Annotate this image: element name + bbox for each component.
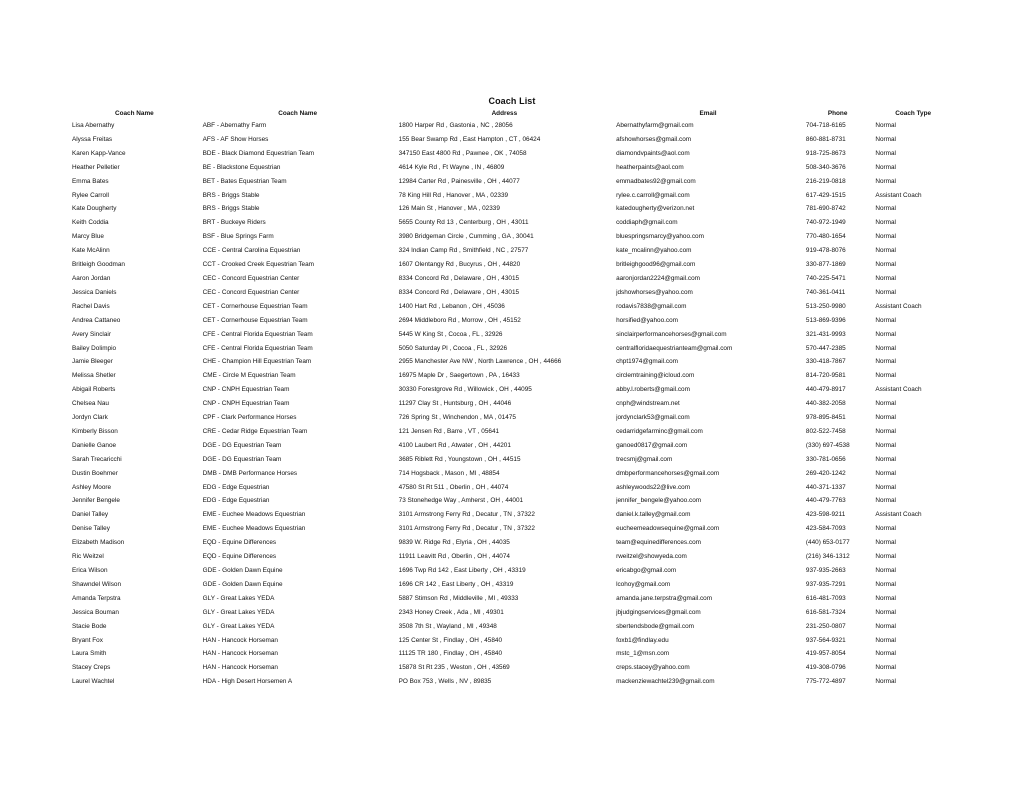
coach-type-cell: Normal	[875, 455, 896, 463]
coach-type-cell: Normal	[875, 594, 896, 602]
page-title: Coach List	[488, 96, 536, 106]
phone-cell: 440-382-2058	[805, 400, 846, 408]
table-row	[66, 606, 951, 620]
address-cell: 16975 Maple Dr , Saegertown , PA , 16433	[398, 372, 520, 380]
address-cell: 5887 Stimson Rd , Middleville , MI , 49333	[398, 594, 519, 602]
email-cell: dmbperformancehorses@gmail.com	[616, 469, 720, 477]
team-cell: BRS - Briggs Stable	[202, 205, 260, 213]
table-row	[66, 481, 951, 495]
phone-cell: 419-308-0796	[805, 664, 846, 672]
phone-cell: 740-361-0411	[805, 288, 846, 296]
coach-name-cell: Jordyn Clark	[72, 414, 108, 422]
address-cell: 9839 W. Ridge Rd , Elyria , OH , 44035	[398, 539, 510, 547]
coach-type-cell: Assistant Coach	[875, 511, 922, 519]
phone-cell: 781-690-8742	[805, 205, 846, 213]
email-cell: sbertendsbode@gmail.com	[616, 622, 694, 630]
email-cell: aaronjordan2224@gmail.com	[616, 274, 700, 282]
phone-cell: 419-957-8054	[805, 650, 846, 658]
email-cell: diamondvpaints@aol.com	[616, 149, 690, 157]
col-header-address: Address	[491, 110, 518, 117]
address-cell: 8334 Concord Rd , Delaware , OH , 43015	[398, 274, 520, 282]
phone-cell: 919-478-8076	[805, 247, 846, 255]
coach-type-cell: Normal	[875, 497, 896, 505]
team-cell: BE - Blackstone Equestrian	[202, 163, 281, 171]
team-cell: CNP - CNPH Equestrian Team	[202, 386, 290, 394]
coach-type-cell: Normal	[875, 316, 896, 324]
team-cell: CME - Circle M Equestrian Team	[202, 372, 296, 380]
email-cell: mackenziewachtel239@gmail.com	[616, 678, 715, 686]
email-cell: jdshowhorses@yahoo.com	[616, 288, 693, 296]
coach-name-cell: Melissa Shetler	[72, 372, 116, 380]
coach-type-cell: Normal	[875, 274, 896, 282]
coach-type-cell: Normal	[875, 135, 896, 143]
table-row	[66, 550, 951, 564]
address-cell: 1800 Harper Rd , Gastonia , NC , 28056	[398, 122, 513, 129]
coach-name-cell: Andrea Cattaneo	[72, 316, 121, 324]
coach-type-cell: Normal	[875, 553, 896, 561]
team-cell: GDE - Golden Dawn Equine	[202, 567, 283, 574]
coach-name-cell: Erica Wilson	[72, 567, 108, 574]
coach-type-cell: Normal	[875, 427, 896, 435]
team-cell: GDE - Golden Dawn Equine	[202, 580, 283, 588]
table-row	[66, 216, 951, 230]
table-row	[66, 536, 951, 550]
table-row	[66, 272, 951, 286]
table-row	[66, 592, 951, 606]
address-cell: 3980 Bridgeman Circle , Cumming , GA , 30041	[398, 233, 534, 241]
email-cell: trecsmj@gmail.com	[616, 455, 673, 463]
address-cell: 1696 Twp Rd 142 , East Liberty , OH , 43319	[398, 567, 526, 574]
address-cell: 5445 W King St , Cocoa , FL , 32926	[398, 330, 503, 338]
coach-name-cell: Sarah Trecaricchi	[72, 455, 122, 463]
phone-cell: 616-481-7093	[805, 594, 846, 602]
email-cell: daniel.k.talley@gmail.com	[616, 511, 691, 519]
coach-name-cell: Stacey Creps	[72, 664, 111, 672]
phone-cell: 330-877-1869	[805, 261, 846, 269]
team-cell: ABF - Abernathy Farm	[202, 122, 267, 129]
address-cell: 12984 Carter Rd , Painesville , OH , 44077	[398, 177, 520, 185]
coach-type-cell: Assistant Coach	[875, 191, 922, 199]
team-cell: CRE - Cedar Ridge Equestrian Team	[202, 427, 308, 435]
address-cell: 121 Jensen Rd , Barre , VT , 05641	[398, 427, 500, 435]
coach-name-cell: Ashley Moore	[72, 483, 112, 491]
table-row	[66, 397, 951, 411]
address-cell: 73 Stonehedge Way , Amherst , OH , 44001	[398, 497, 524, 505]
email-cell: ericabgo@gmail.com	[616, 567, 677, 574]
coach-type-cell: Normal	[875, 469, 896, 477]
coach-name-cell: Elizabeth Madison	[72, 539, 125, 547]
address-cell: 714 Hogsback , Mason , MI , 48854	[398, 469, 500, 477]
team-cell: GLY - Great Lakes YEDA	[202, 622, 275, 630]
coach-name-cell: Kate McAlinn	[72, 247, 110, 255]
col-header-team-name: Coach Name	[278, 110, 317, 117]
coach-type-cell: Normal	[875, 400, 896, 408]
address-cell: 324 Indian Camp Rd , Smithfield , NC , 27577	[398, 247, 529, 255]
team-cell: EQD - Equine Differences	[202, 553, 277, 561]
email-cell: kate_mcalinn@yahoo.com	[616, 247, 692, 255]
coach-type-cell: Normal	[875, 441, 896, 449]
address-cell: 4614 Kyle Rd , Ft Wayne , IN , 46809	[398, 163, 505, 171]
team-cell: CCT - Crooked Creek Equestrian Team	[202, 261, 314, 269]
coach-table	[66, 108, 951, 689]
team-cell: CET - Cornerhouse Equestrian Team	[202, 316, 308, 324]
table-row	[66, 355, 951, 369]
phone-cell: 513-869-9396	[805, 316, 846, 324]
coach-name-cell: Laurel Wachtel	[72, 678, 115, 686]
coach-name-cell: Marcy Blue	[72, 233, 104, 241]
coach-type-cell: Normal	[875, 205, 896, 213]
table-row	[66, 161, 951, 175]
coach-name-cell: Jessica Daniels	[72, 288, 117, 296]
table-row	[66, 522, 951, 536]
address-cell: 347150 East 4800 Rd , Pawnee , OK , 74058	[398, 149, 527, 157]
phone-cell: 775-772-4897	[805, 678, 846, 686]
coach-name-cell: Abigail Roberts	[72, 386, 116, 394]
table-row	[66, 383, 951, 397]
address-cell: 3508 7th St , Wayland , MI , 49348	[398, 622, 497, 630]
address-cell: 11297 Clay St , Huntsburg , OH , 44046	[398, 400, 512, 408]
email-cell: jordynclark53@gmail.com	[616, 414, 690, 422]
coach-type-cell: Normal	[875, 567, 896, 574]
team-cell: BET - Bates Equestrian Team	[202, 177, 287, 185]
coach-name-cell: Rachel Davis	[72, 302, 110, 310]
coach-type-cell: Normal	[875, 650, 896, 658]
phone-cell: 740-972-1949	[805, 219, 846, 227]
team-cell: CPF - Clark Performance Horses	[202, 414, 297, 422]
table-row	[66, 119, 951, 133]
team-cell: CFE - Central Florida Equestrian Team	[202, 330, 313, 338]
phone-cell: 440-479-7763	[805, 497, 846, 505]
address-cell: 8334 Concord Rd , Delaware , OH , 43015	[398, 288, 520, 296]
coach-type-cell: Normal	[875, 330, 896, 338]
address-cell: 2694 Middleboro Rd , Morrow , OH , 45152	[398, 316, 521, 324]
email-cell: ashleywoods22@live.com	[616, 483, 691, 491]
coach-type-cell: Normal	[875, 288, 896, 296]
table-row	[66, 634, 951, 648]
phone-cell: 440-371-1337	[805, 483, 846, 491]
table-row	[66, 411, 951, 425]
team-cell: CEC - Concord Equestrian Center	[202, 274, 300, 282]
coach-name-cell: Lisa Abernathy	[72, 122, 115, 129]
team-cell: BRS - Briggs Stable	[202, 191, 260, 199]
coach-name-cell: Heather Pelletier	[72, 163, 120, 171]
email-cell: foxb1@findlay.edu	[616, 636, 669, 644]
email-cell: cedarridgefarminc@gmail.com	[616, 427, 703, 435]
coach-type-cell: Normal	[875, 247, 896, 255]
coach-type-cell: Normal	[875, 261, 896, 269]
team-cell: DGE - DG Equestrian Team	[202, 455, 282, 463]
coach-name-cell: Bailey Dolimpio	[72, 344, 117, 352]
coach-name-cell: Aaron Jordan	[72, 274, 111, 282]
coach-name-cell: Bryant Fox	[72, 636, 103, 644]
table-row	[66, 467, 951, 481]
coach-name-cell: Shawndel Wilson	[72, 580, 122, 588]
address-cell: 15878 St Rt 235 , Weston , OH , 43569	[398, 664, 510, 672]
phone-cell: 937-935-2663	[805, 567, 846, 574]
team-cell: EDG - Edge Equestrian	[202, 483, 270, 491]
coach-type-cell: Normal	[875, 622, 896, 630]
col-header-coach-name: Coach Name	[114, 110, 154, 117]
phone-cell: 616-581-7324	[805, 608, 846, 616]
address-cell: 11911 Leavitt Rd , Oberlin , OH , 44074	[398, 553, 510, 561]
email-cell: coddiaph@gmail.com	[616, 219, 678, 227]
coach-type-cell: Normal	[875, 149, 896, 157]
coach-type-cell: Normal	[875, 483, 896, 491]
coach-type-cell: Normal	[875, 372, 896, 380]
coach-name-cell: Alyssa Freitas	[72, 135, 113, 143]
email-cell: circlemtraining@icloud.com	[616, 372, 695, 380]
coach-type-cell: Normal	[875, 358, 896, 366]
phone-cell: 802-522-7458	[805, 427, 846, 435]
table-body	[66, 119, 951, 689]
team-cell: AFS - AF Show Horses	[202, 135, 269, 143]
address-cell: 11125 TR 180 , Findlay , OH , 45840	[398, 650, 503, 658]
col-header-phone: Phone	[827, 110, 848, 117]
email-cell: Abernathyfarm@gmail.com	[616, 122, 694, 129]
table-row	[66, 620, 951, 634]
coach-name-cell: Daniel Talley	[72, 511, 109, 519]
coach-name-cell: Keith Coddia	[72, 219, 109, 227]
table-row	[66, 675, 951, 689]
email-cell: bluespringsmarcy@yahoo.com	[616, 233, 704, 241]
coach-name-cell: Jessica Bouman	[72, 608, 119, 616]
table-row	[66, 369, 951, 383]
address-cell: 126 Main St , Hanover , MA , 02339	[398, 205, 500, 213]
email-cell: jbjudgingservices@gmail.com	[616, 608, 701, 616]
address-cell: 1696 CR 142 , East Liberty , OH , 43319	[398, 580, 514, 588]
coach-type-cell: Normal	[875, 414, 896, 422]
team-cell: EDG - Edge Equestrian	[202, 497, 270, 505]
coach-type-cell: Normal	[875, 122, 896, 129]
coach-name-cell: Ric Weitzel	[72, 553, 104, 561]
team-cell: CFE - Central Florida Equestrian Team	[202, 344, 313, 352]
coach-name-cell: Laura Smith	[72, 650, 107, 658]
team-cell: CCE - Central Carolina Equestrian	[202, 247, 301, 255]
team-cell: HAN - Hancock Horseman	[202, 650, 278, 658]
team-cell: EQD - Equine Differences	[202, 539, 277, 547]
table-row	[66, 286, 951, 300]
table-row	[66, 314, 951, 328]
table-row	[66, 564, 951, 578]
phone-cell: 740-225-5471	[805, 274, 846, 282]
coach-type-cell: Normal	[875, 177, 896, 185]
address-cell: 125 Center St , Findlay , OH , 45840	[398, 636, 503, 644]
coach-name-cell: Chelsea Nau	[72, 400, 109, 408]
table-row	[66, 133, 951, 147]
coach-type-cell: Normal	[875, 580, 896, 588]
table-row	[66, 578, 951, 592]
email-cell: lcohoy@gmail.com	[616, 580, 671, 588]
phone-cell: 937-564-9321	[805, 636, 846, 644]
coach-name-cell: Stacie Bode	[72, 622, 107, 630]
coach-name-cell: Amanda Terpstra	[72, 594, 121, 602]
team-cell: DGE - DG Equestrian Team	[202, 441, 282, 449]
coach-name-cell: Britleigh Goodman	[72, 261, 125, 269]
table-row	[66, 202, 951, 216]
team-cell: CHE - Champion Hill Equestrian Team	[202, 358, 312, 366]
address-cell: 78 King Hill Rd , Hanover , MA , 02339	[398, 191, 509, 199]
coach-type-cell: Normal	[875, 608, 896, 616]
email-cell: mstc_1@msn.com	[616, 650, 670, 658]
phone-cell: 440-479-8917	[805, 386, 846, 394]
table-row	[66, 328, 951, 342]
address-cell: 1400 Hart Rd , Lebanon , OH , 45036	[398, 302, 505, 310]
col-header-coach-type: Coach Type	[895, 110, 932, 117]
table-row	[66, 494, 951, 508]
coach-name-cell: Avery Sinclair	[72, 330, 111, 338]
email-cell: creps.stacey@yahoo.com	[616, 664, 690, 672]
email-cell: cnph@windstream.net	[616, 400, 680, 408]
address-cell: 3101 Armstrong Ferry Rd , Decatur , TN , 37322	[398, 525, 535, 533]
table-row	[66, 647, 951, 661]
phone-cell: 513-250-9980	[805, 302, 846, 310]
email-cell: jennifer_bengele@yahoo.com	[616, 497, 702, 505]
table-row	[66, 661, 951, 675]
email-cell: britleighgood96@gmail.com	[616, 261, 696, 269]
phone-cell: (216) 346-1312	[805, 553, 850, 561]
address-cell: 1607 Olentangy Rd , Bucyrus , OH , 44820	[398, 261, 521, 269]
coach-name-cell: Karen Kapp-Vance	[72, 149, 126, 157]
table-row	[66, 189, 951, 203]
coach-type-cell: Normal	[875, 678, 896, 686]
team-cell: GLY - Great Lakes YEDA	[202, 594, 275, 602]
phone-cell: 617-429-1515	[805, 191, 846, 199]
table-row	[66, 453, 951, 467]
phone-cell: 570-447-2385	[805, 344, 846, 352]
email-cell: rweitzel@showyeda.com	[616, 553, 687, 561]
coach-type-cell: Assistant Coach	[875, 386, 922, 394]
address-cell: 5655 County Rd 13 , Centerburg , OH , 43011	[398, 219, 529, 227]
phone-cell: 231-250-0807	[805, 622, 846, 630]
table-row	[66, 175, 951, 189]
email-cell: katedougherty@verizon.net	[616, 205, 695, 213]
phone-cell: 269-420-1242	[805, 469, 846, 477]
coach-name-cell: Jamie Bleeger	[72, 358, 113, 366]
email-cell: rylee.c.carroll@gmail.com	[616, 191, 690, 199]
coach-type-cell: Normal	[875, 664, 896, 672]
team-cell: DMB - DMB Performance Horses	[202, 469, 298, 477]
email-cell: afshowhorses@gmail.com	[616, 135, 692, 143]
coach-name-cell: Danielle Ganoe	[72, 441, 117, 449]
team-cell: BRT - Buckeye Riders	[202, 219, 266, 227]
table-row	[66, 439, 951, 453]
team-cell: HDA - High Desert Horsemen A	[202, 678, 293, 686]
phone-cell: 330-781-0656	[805, 455, 846, 463]
phone-cell: 508-340-3676	[805, 163, 846, 171]
address-cell: 4100 Laubert Rd , Atwater , OH , 44201	[398, 441, 511, 449]
address-cell: 3685 Riblett Rd , Youngstown , OH , 44515	[398, 455, 521, 463]
address-cell: 30330 Forestgrove Rd , Willowick , OH , 44095	[398, 386, 532, 394]
email-cell: heatherpaints@aol.com	[616, 163, 684, 171]
team-cell: HAN - Hancock Horseman	[202, 636, 278, 644]
table-row	[66, 244, 951, 258]
team-cell: EME - Euchee Meadows Equestrian	[202, 525, 306, 533]
team-cell: CEC - Concord Equestrian Center	[202, 288, 300, 296]
address-cell: PO Box 753 , Wells , NV , 89835	[398, 678, 492, 686]
phone-cell: 937-935-7291	[805, 580, 846, 588]
phone-cell: 330-418-7867	[805, 358, 846, 366]
coach-type-cell: Normal	[875, 219, 896, 227]
coach-type-cell: Normal	[875, 636, 896, 644]
email-cell: chpt1974@gmail.com	[616, 358, 678, 366]
coach-name-cell: Dustin Boehmer	[72, 469, 118, 477]
coach-type-cell: Normal	[875, 525, 896, 533]
coach-type-cell: Normal	[875, 344, 896, 352]
col-header-email: Email	[699, 110, 717, 117]
email-cell: team@equinedifferences.com	[616, 539, 701, 547]
phone-cell: 918-725-8673	[805, 149, 846, 157]
address-cell: 2955 Manchester Ave NW , North Lawrence , OH , 44666	[398, 358, 562, 366]
phone-cell: 423-584-7093	[805, 525, 846, 533]
table-row	[66, 230, 951, 244]
email-cell: centralfloridaequestrianteam@gmail.com	[616, 344, 733, 352]
phone-cell: 978-895-8451	[805, 414, 846, 422]
coach-name-cell: Kimberly Bisson	[72, 427, 118, 435]
team-cell: BDE - Black Diamond Equestrian Team	[202, 149, 315, 157]
email-cell: amanda.jane.terpstra@gmail.com	[616, 594, 713, 602]
team-cell: EME - Euchee Meadows Equestrian	[202, 511, 306, 519]
address-cell: 5050 Saturday Pl , Cocoa , FL , 32926	[398, 344, 508, 352]
table-row	[66, 508, 951, 522]
phone-cell: 770-480-1654	[805, 233, 846, 241]
team-cell: HAN - Hancock Horseman	[202, 664, 278, 672]
email-cell: emmadbates92@gmail.com	[616, 177, 696, 185]
phone-cell: 216-219-0818	[805, 177, 846, 185]
email-cell: ganoed0817@gmail.com	[616, 441, 688, 449]
table-row	[66, 342, 951, 356]
email-cell: horsified@yahoo.com	[616, 316, 678, 324]
table-row	[66, 300, 951, 314]
team-cell: CET - Cornerhouse Equestrian Team	[202, 302, 308, 310]
coach-type-cell: Normal	[875, 539, 896, 547]
team-cell: BSF - Blue Springs Farm	[202, 233, 274, 241]
email-cell: sinclairperformancehorses@gmail.com	[616, 330, 727, 338]
phone-cell: (330) 697-4538	[805, 441, 850, 449]
coach-type-cell: Normal	[875, 163, 896, 171]
coach-type-cell: Normal	[875, 233, 896, 241]
email-cell: rodavis7838@gmail.com	[616, 302, 687, 310]
email-cell: abby.l.roberts@gmail.com	[616, 386, 690, 394]
phone-cell: 860-881-8731	[805, 135, 846, 143]
address-cell: 2343 Honey Creek , Ada , MI , 49301	[398, 608, 504, 616]
table-row	[66, 147, 951, 161]
coach-name-cell: Kate Dougherty	[72, 205, 117, 213]
team-cell: CNP - CNPH Equestrian Team	[202, 400, 290, 408]
phone-cell: (440) 653-0177	[805, 539, 850, 547]
address-cell: 3101 Armstrong Ferry Rd , Decatur , TN , 37322	[398, 511, 535, 519]
address-cell: 726 Spring St , Winchendon , MA , 01475	[398, 414, 516, 422]
coach-name-cell: Emma Bates	[72, 177, 109, 185]
header-row	[66, 108, 951, 119]
table-row	[66, 258, 951, 272]
phone-cell: 321-431-9993	[805, 330, 846, 338]
coach-name-cell: Rylee Carroll	[72, 191, 109, 199]
coach-name-cell: Jennifer Bengele	[72, 497, 120, 505]
coach-name-cell: Denise Talley	[72, 525, 110, 533]
address-cell: 155 Bear Swamp Rd , East Hampton , CT , 06424	[398, 135, 541, 143]
table-row	[66, 425, 951, 439]
phone-cell: 814-720-9581	[805, 372, 846, 380]
team-cell: GLY - Great Lakes YEDA	[202, 608, 275, 616]
phone-cell: 423-598-9211	[805, 511, 846, 519]
coach-type-cell: Assistant Coach	[875, 302, 922, 310]
email-cell: eucheemeadowsequine@gmail.com	[616, 525, 720, 533]
address-cell: 47580 St Rt 511 , Oberlin , OH , 44074	[398, 483, 509, 491]
phone-cell: 704-718-6165	[805, 122, 846, 129]
